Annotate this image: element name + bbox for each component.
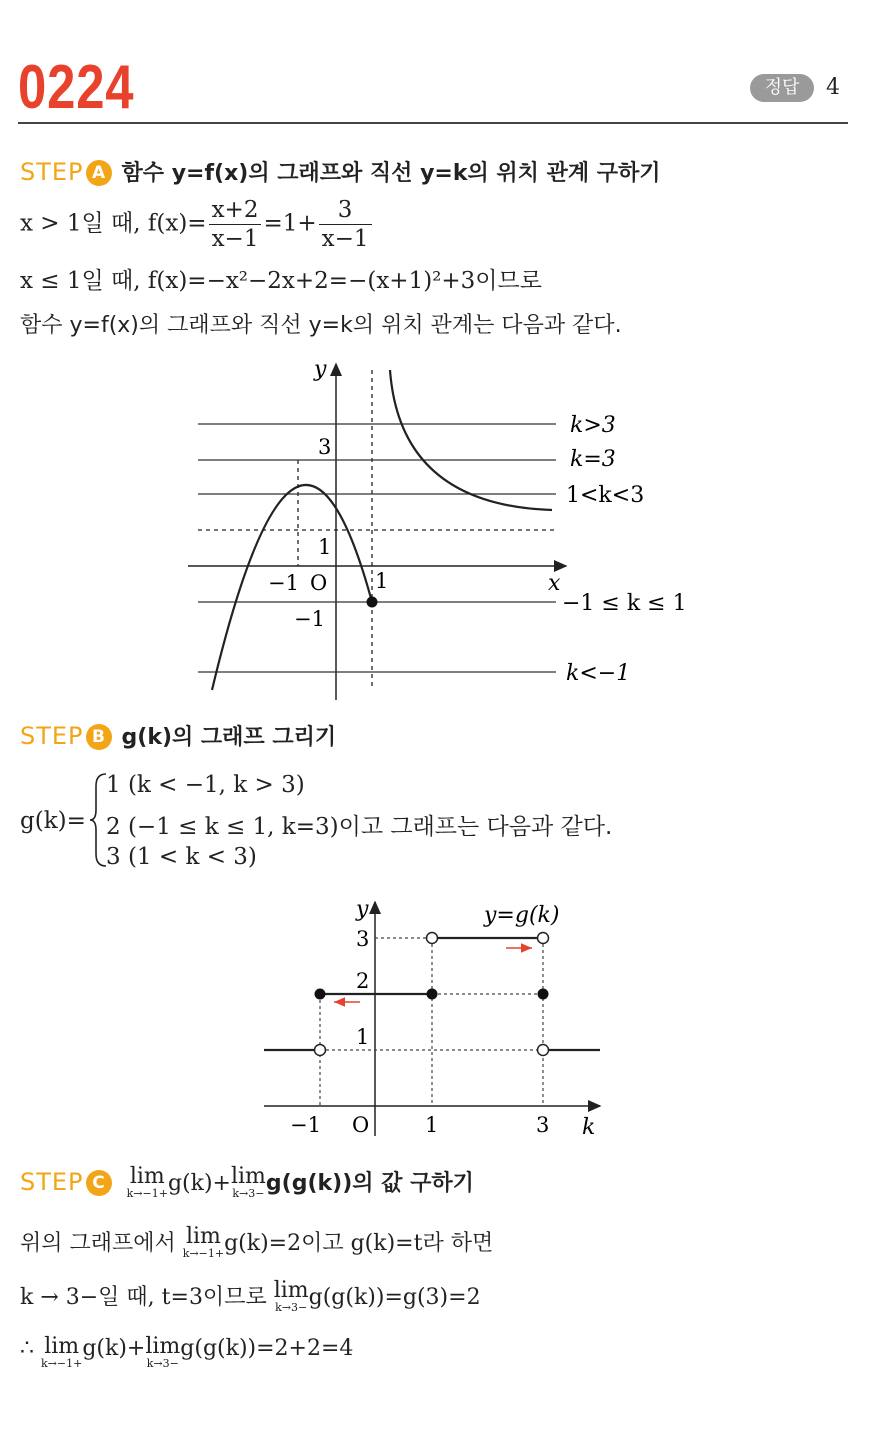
lim-word: lim	[145, 1334, 181, 1359]
g-origin-label: O	[352, 1113, 370, 1137]
open-point	[315, 1045, 326, 1056]
tick-1: 1	[318, 535, 332, 559]
step-b-title: g(k)의 그래프 그리기	[121, 725, 337, 750]
fraction-1	[209, 196, 262, 253]
origin-label: O	[310, 571, 328, 595]
tick-neg1-y: −1	[294, 607, 325, 631]
graph-f-and-lines	[0, 350, 878, 710]
step-a-label: STEP	[20, 158, 84, 186]
lim-word: lim	[230, 1164, 266, 1189]
step-c-line1-prefix: 위의 그래프에서	[20, 1231, 183, 1256]
lim-expr	[41, 1336, 82, 1370]
lim-word: lim	[185, 1224, 221, 1249]
fraction-1-num: x+2	[209, 196, 262, 225]
func-label: y=g(k)	[484, 903, 560, 928]
lim-expr	[183, 1226, 224, 1260]
lim-sub: k→3−	[146, 1357, 179, 1370]
piecewise-case2-suffix: 이고 그래프는 다음과 같다.	[338, 814, 613, 840]
lim-word: lim	[44, 1334, 80, 1359]
step-c-line2	[20, 1280, 481, 1314]
label-k-lt-neg1: k<−1	[566, 661, 631, 686]
step-c-heading	[20, 1166, 474, 1200]
fraction-1-den: x−1	[211, 226, 259, 252]
step-a-line2: x ≤ 1일 때, f(x)=−x²−2x+2=−(x+1)²+3이므로	[20, 268, 542, 294]
open-point	[538, 1045, 549, 1056]
piecewise-lhs: g(k)=	[20, 808, 86, 834]
tick-1-x: 1	[375, 569, 389, 593]
label-k-eq-3: k=3	[570, 447, 616, 472]
step-c-line3-suffix: g(g(k))=2+2=4	[180, 1336, 354, 1361]
filled-point	[315, 989, 326, 1000]
step-c-line3	[20, 1336, 353, 1370]
problem-number: 0224	[18, 53, 135, 122]
lim-sub: k→3−	[275, 1301, 308, 1314]
lim-word: lim	[273, 1278, 309, 1303]
step-c-line2-suffix: g(g(k))=g(3)=2	[308, 1285, 481, 1310]
fraction-2-num: 3	[319, 196, 372, 225]
step-c-line1	[20, 1226, 493, 1260]
answer-value: 4	[826, 75, 840, 100]
lim-sub: k→3−	[232, 1187, 265, 1200]
g-tick-3: 3	[356, 927, 370, 951]
fraction-2	[319, 196, 372, 253]
open-point	[538, 933, 549, 944]
step-c-line1-mid: g(k)=2이고 g(k)=t라 하면	[224, 1231, 494, 1256]
step-c-title-part2: g(g(k))의 값 구하기	[265, 1171, 474, 1196]
y-label: y	[314, 357, 327, 382]
filled-point	[367, 597, 378, 608]
g-tick-1: 1	[356, 1025, 370, 1049]
open-point	[427, 933, 438, 944]
label-k-gt-3: k>3	[570, 413, 616, 438]
tick-3: 3	[318, 435, 332, 459]
step-c-line3-mid: g(k)+	[82, 1336, 146, 1361]
therefore-symbol: ∴	[20, 1336, 41, 1361]
step-a-line3: 함수 y=f(x)의 그래프와 직선 y=k의 위치 관계는 다음과 같다.	[20, 313, 622, 338]
step-c-badge: C	[86, 1170, 112, 1196]
step-c-title-part1: g(k)+	[167, 1171, 231, 1196]
fraction-2-den: x−1	[321, 226, 369, 252]
lim-word: lim	[129, 1164, 165, 1189]
g-xtick-1: 1	[425, 1113, 439, 1137]
k-label: k	[582, 1115, 596, 1140]
lim-sub: k→−1+	[126, 1187, 168, 1200]
step-c-label: STEP	[20, 1168, 84, 1196]
lim-expr	[274, 1280, 309, 1314]
g-tick-2: 2	[356, 969, 370, 993]
step-b-label: STEP	[20, 722, 84, 750]
step-a-heading	[20, 156, 660, 187]
step-a-badge: A	[86, 160, 112, 186]
lim-expr	[145, 1336, 180, 1370]
filled-point	[538, 989, 549, 1000]
step-a-title: 함수 y=f(x)의 그래프와 직선 y=k의 위치 관계 구하기	[121, 161, 661, 186]
step-a-line1-prefix: x > 1일 때, f(x)=	[20, 210, 207, 237]
piecewise-case2: 2 (−1 ≤ k ≤ 1, k=3)	[106, 814, 339, 840]
lim-expr	[127, 1166, 168, 1200]
answer-badge: 정답	[750, 74, 814, 102]
lim-expr	[231, 1166, 266, 1200]
label-neg1-le-k-le-1: −1 ≤ k ≤ 1	[562, 591, 687, 616]
piecewise-case2-row	[106, 808, 612, 841]
lim-sub: k→−1+	[41, 1357, 83, 1370]
label-1-lt-k-lt-3: 1<k<3	[566, 483, 645, 508]
step-b-heading	[20, 720, 336, 751]
g-xtick-3: 3	[536, 1113, 550, 1137]
hyperbola-curve	[390, 370, 552, 510]
g-y-label: y	[356, 897, 369, 922]
piecewise-case1: 1 (k < −1, k > 3)	[106, 772, 305, 798]
g-xtick-neg1: −1	[290, 1113, 321, 1137]
x-label: x	[548, 571, 561, 596]
filled-point	[427, 989, 438, 1000]
step-a-line1-mid: =1+	[263, 210, 317, 237]
piecewise-case3: 3 (1 < k < 3)	[106, 844, 257, 870]
graph-g	[0, 890, 878, 1150]
step-c-line2-prefix: k → 3−일 때, t=3이므로	[20, 1285, 274, 1310]
lim-sub: k→−1+	[182, 1247, 225, 1260]
step-b-badge: B	[86, 724, 112, 750]
header-divider	[18, 122, 848, 124]
step-a-line1	[20, 196, 374, 253]
tick-neg1-x: −1	[268, 571, 299, 595]
